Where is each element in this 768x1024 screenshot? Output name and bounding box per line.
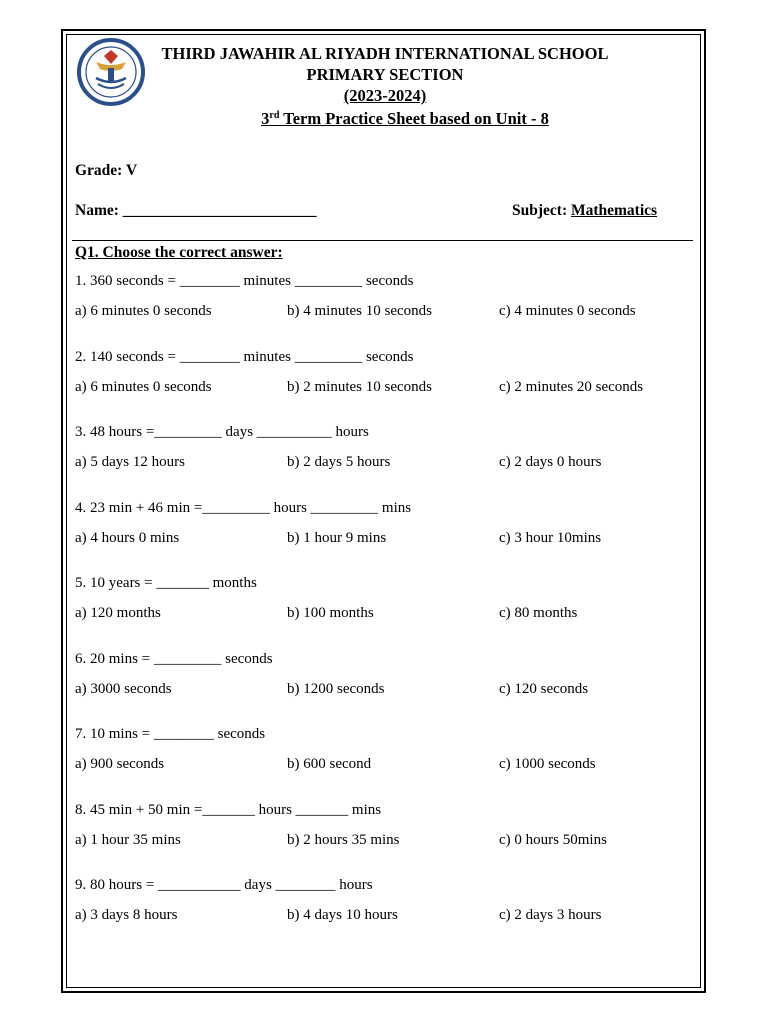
answer-option-a[interactable]: a) 3 days 8 hours	[75, 907, 178, 923]
grade-label: Grade: V	[75, 162, 138, 179]
answer-option-b[interactable]: b) 1 hour 9 mins	[287, 529, 387, 546]
answer-option-c[interactable]: c) 2 days 3 hours	[499, 907, 602, 923]
name-field[interactable]: Name: _________________________	[75, 202, 317, 219]
question-text: 7. 10 mins = ________ seconds	[75, 726, 266, 742]
answer-option-a[interactable]: a) 900 seconds	[75, 756, 165, 772]
section-title: Q1. Choose the correct answer:	[75, 244, 283, 261]
question-text: 8. 45 min + 50 min =_______ hours _______ mins	[75, 801, 382, 818]
question-text: 3. 48 hours =_________ days __________ hours	[75, 424, 369, 440]
answer-option-a[interactable]: a) 5 days 12 hours	[75, 454, 185, 470]
question-text: 5. 10 years = _______ months	[75, 575, 257, 591]
subject-label: Subject:	[512, 202, 571, 219]
question-text: 6. 20 mins = _________ seconds	[75, 650, 273, 667]
answer-option-c[interactable]: c) 2 days 0 hours	[499, 454, 602, 470]
answer-option-a[interactable]: a) 120 months	[75, 605, 161, 621]
answer-option-c[interactable]: c) 120 seconds	[499, 680, 589, 697]
subject-value: Mathematics	[570, 202, 658, 219]
section-name: PRIMARY SECTION	[306, 65, 464, 84]
subject-line	[512, 202, 657, 220]
question-text: 2. 140 seconds = ________ minutes _________ seconds	[75, 348, 414, 365]
term-rest: Term Practice Sheet based on Unit - 8	[279, 109, 549, 128]
question-text: 9. 80 hours = ___________ days ________ hours	[75, 877, 373, 893]
answer-option-a[interactable]: a) 3000 seconds	[75, 680, 172, 697]
school-name: THIRD JAWAHIR AL RIYADH INTERNATIONAL SCHOOL	[161, 44, 609, 63]
answer-option-c[interactable]: c) 0 hours 50mins	[499, 831, 607, 848]
answer-option-b[interactable]: b) 600 second	[287, 756, 372, 772]
answer-option-b[interactable]: b) 4 minutes 10 seconds	[287, 303, 432, 319]
answer-option-a[interactable]: a) 4 hours 0 mins	[75, 529, 180, 546]
answer-option-a[interactable]: a) 6 minutes 0 seconds	[75, 303, 212, 319]
academic-year: (2023-2024)	[343, 86, 427, 105]
question-text: 4. 23 min + 46 min =_________ hours _________ mins	[75, 499, 412, 516]
answer-option-b[interactable]: b) 100 months	[287, 605, 374, 621]
term-suffix: rd	[269, 110, 280, 121]
answer-option-c[interactable]: c) 2 minutes 20 seconds	[499, 378, 644, 395]
school-crest-logo	[74, 38, 148, 106]
divider-line	[72, 240, 693, 241]
answer-option-b[interactable]: b) 1200 seconds	[287, 680, 385, 697]
answer-option-b[interactable]: b) 2 hours 35 mins	[287, 831, 400, 848]
answer-option-a[interactable]: a) 6 minutes 0 seconds	[75, 378, 212, 395]
answer-option-b[interactable]: b) 4 days 10 hours	[287, 907, 398, 923]
answer-option-b[interactable]: b) 2 minutes 10 seconds	[287, 378, 432, 395]
answer-option-c[interactable]: c) 3 hour 10mins	[499, 529, 602, 546]
answer-option-b[interactable]: b) 2 days 5 hours	[287, 454, 391, 470]
question-text: 1. 360 seconds = ________ minutes _________ seconds	[75, 273, 414, 289]
answer-option-c[interactable]: c) 1000 seconds	[499, 756, 596, 772]
answer-option-c[interactable]: c) 4 minutes 0 seconds	[499, 303, 636, 319]
answer-option-c[interactable]: c) 80 months	[499, 605, 578, 621]
answer-option-a[interactable]: a) 1 hour 35 mins	[75, 831, 181, 848]
term-ordinal: 3	[261, 109, 270, 128]
sheet-title	[150, 105, 660, 129]
